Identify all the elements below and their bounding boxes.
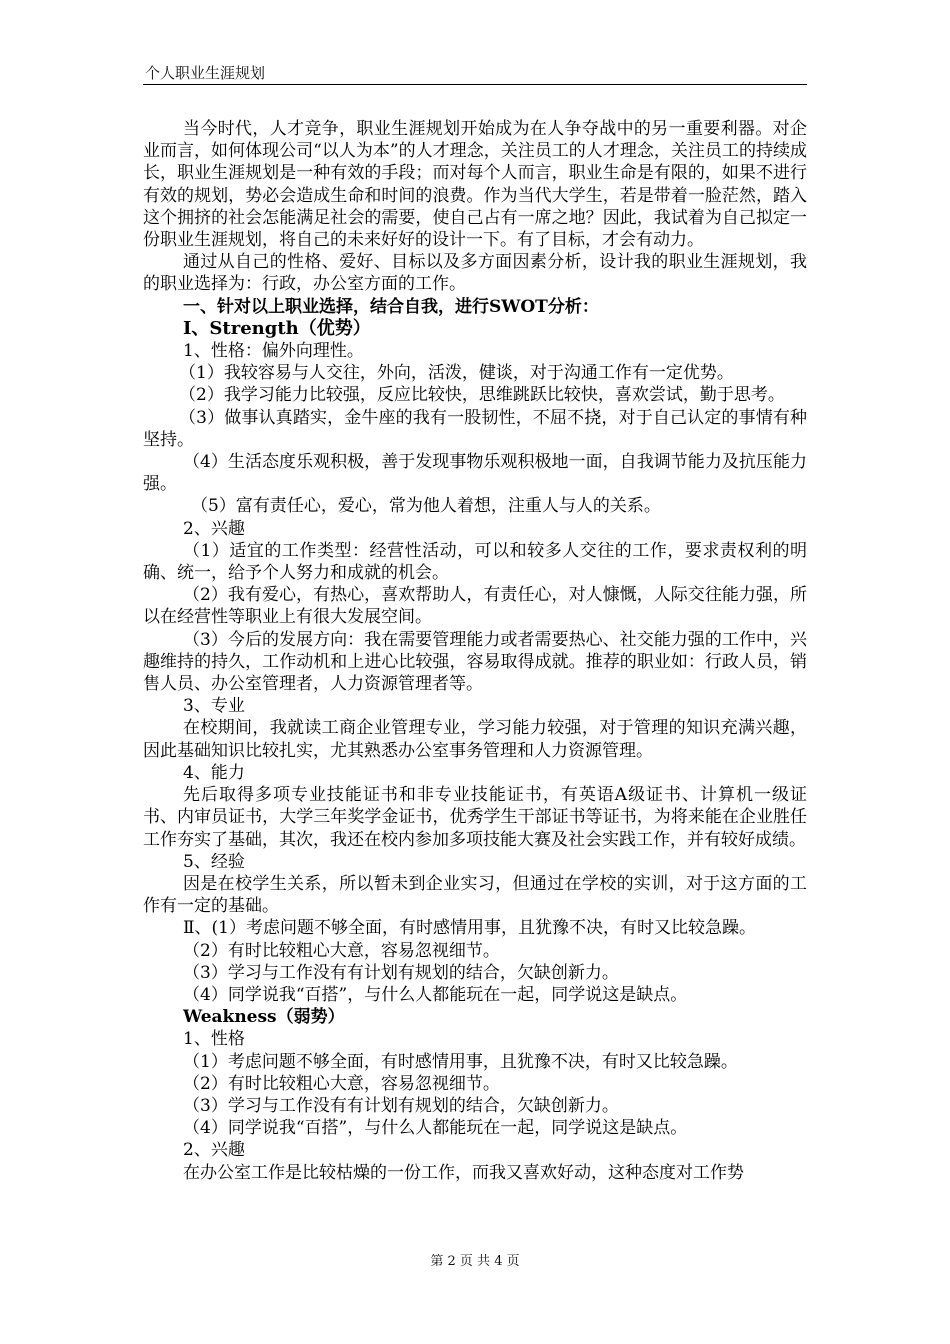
weakness-heading: Weakness（弱势） [183,1007,345,1028]
running-header: 个人职业生涯规划 [145,64,266,82]
strength-heading: Ⅰ、Strength（优势） [183,317,371,339]
document-body [143,118,807,1184]
subheading-ability: 4、能力 [183,762,245,783]
subheading-weak-interest: 2、兴趣 [183,1140,245,1161]
subheading-weak-personality: 1、性格 [183,1029,245,1050]
experience-paragraph: 因是在校学生关系，所以暂未到企业实习，但通过在学校的实训，对于这方面的工作有一定的基础。 [143,873,807,917]
weak-interest-paragraph: 在办公室工作是比较枯燥的一份工作，而我又喜欢好动，这种态度对工作势 [183,1162,744,1183]
interest-item-3: （3）今后的发展方向：我在需要管理能力或者需要热心、社交能力强的工作中，兴趣维持的持久，工作动机和上进心比较强，容易取得成就。推荐的职业如：行政人员，销售人员、办公室管理者，人力资源管理者等。 [143,629,807,695]
page-number-footer: 第 2 页 共 4 页 [430,1254,520,1269]
swot-heading: 一、针对以上职业选择，结合自我，进行SWOT分析： [183,296,599,317]
major-paragraph: 在校期间，我就读工商企业管理专业，学习能力较强，对于管理的知识充满兴趣，因此基础知识比较扎实，尤其熟悉办公室事务管理和人力资源管理。 [143,718,807,761]
subheading-major: 3、专业 [183,696,245,717]
subheading-personality: 1、性格：偏外向理性。 [183,341,364,362]
strength-item-4: （4）生活态度乐观积极，善于发现事物乐观积极地一面，自我调节能力及抗压能力强。 [143,452,807,495]
weakness-list-item-4: （4）同学说我“百搭”，与什么人都能玩在一起，同学说这是缺点。 [183,984,688,1005]
strength-item-3: （3）做事认真踏实，金牛座的我有一股韧性，不屈不挠，对于自己认定的事情有种坚持。 [143,407,807,450]
interest-item-1: （1）适宜的工作类型：经营性活动，可以和较多人交往的工作，要求责权利的明确、统一，给予个人努力和成就的机会。 [143,540,807,584]
subheading-experience: 5、经验 [183,851,245,872]
weak-item-3: （3）学习与工作没有有计划有规划的结合，欠缺创新力。 [183,1095,619,1116]
interest-item-2: （2）我有爱心，有热心，喜欢帮助人，有责任心，对人慷慨，人际交往能力强，所以在经营性等职业上有很大发展空间。 [143,585,807,628]
strength-item-2: （2）我学习能力比较强，反应比较快，思维跳跃比较快，喜欢尝试，勤于思考。 [179,385,785,406]
weak-item-4: （4）同学说我“百搭”，与什么人都能玩在一起，同学说这是缺点。 [183,1118,688,1139]
weakness-list-item-2: （2）有时比较粗心大意，容易忽视细节。 [183,940,500,961]
weak-item-1: （1）考虑问题不够全面，有时感情用事，且犹豫不决，有时又比较急躁。 [183,1051,738,1072]
strength-item-5: （5）富有责任心，爱心，常为他人着想，注重人与人的关系。 [191,496,661,517]
weak-item-2: （2）有时比较粗心大意，容易忽视细节。 [183,1073,500,1094]
weakness-list-item-3: （3）学习与工作没有有计划有规划的结合，欠缺创新力。 [183,962,619,983]
subheading-interest: 2、兴趣 [183,518,245,539]
ability-paragraph: 先后取得多项专业技能证书和非专业技能证书，有英语A级证书、计算机一级证书、内审员证书，大学三年奖学金证书，优秀学生干部证书等证书，为将来能在企业胜任工作夯实了基础，其次，我还在校内参加多项技能大赛及社会实践工作，并有较好成绩。 [143,785,807,850]
strength-item-1: （1）我较容易与人交往，外向，活泼，健谈，对于沟通工作有一定优势。 [179,363,734,384]
intro-paragraph: 当今时代，人才竞争，职业生涯规划开始成为在人争夺战中的另一重要利器。对企业而言，如何体现公司“以人为本”的人才理念，关注员工的人才理念，关注员工的持续成长，职业生涯规划是一种有效的手段；而对每个人而言，职业生命是有限的，如果不进行有效的规划，势必会造成生命和时间的浪费。作为当代大学生，若是带着一脸茫然，踏入这个拥挤的社会怎能满足社会的需要，使自己占有一席之地？因此，我试着为自己拟定一份职业生涯规划，将自己的未来好好的设计一下。有了目标，才会有动力。 [143,119,807,251]
career-choice-paragraph: 通过从自己的性格、爱好、目标以及多方面因素分析，设计我的职业生涯规划，我的职业选择为：行政，办公室方面的工作。 [143,252,807,295]
weakness-list-item-1: Ⅱ、(1）考虑问题不够全面，有时感情用事，且犹豫不决，有时又比较急躁。 [183,918,757,939]
header-divider [143,84,807,85]
